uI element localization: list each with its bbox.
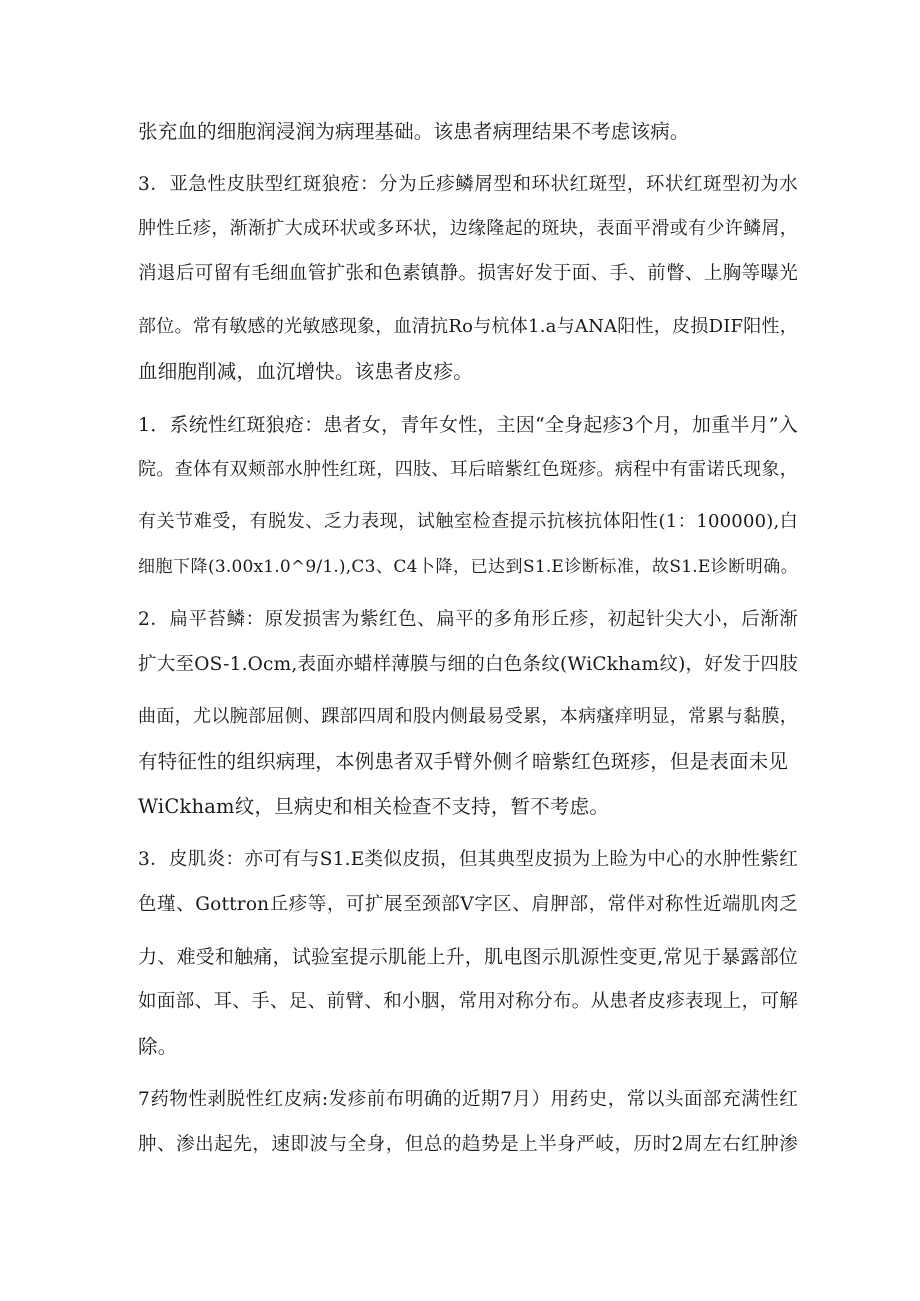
text-line: 如面部、耳、手、足、前臂、和小胭，常用对称分布。从患者皮疹表现上，可解 [138, 991, 798, 1012]
text-line: 肿、渗出起先，速即波与全身，但总的趋势是上半身严岐，历时2周左右红肿渗 [138, 1134, 798, 1155]
text-line: 2．扁平苔鳞：原发损害为紫红色、扁平的多角形丘疹，初起针尖大小，后渐渐 [138, 609, 798, 630]
text-line: 消退后可留有毛细血管扩张和色素镇静。损害好发于面、手、前瞥、上胸等曝光 [138, 263, 798, 284]
text-line: 1．系统性红斑狼疮：患者女，青年女性，主因“全身起疹3个月，加重半月”入 [138, 414, 798, 436]
text-line: 3．皮肌炎：亦可有与S1.E类似皮损，但其典型皮损为上睑为中心的水肿性紫红 [138, 849, 798, 870]
text-line: 有关节难受，有脱发、乏力表现，试触室检查提示抗核抗体阳性(1：100000),白 [138, 511, 798, 532]
text-line: 院。查体有双颊部水肿性红斑，四肢、耳后暗紫红色斑疹。病程中有雷诺氏现象， [138, 459, 798, 480]
text-line: 细胞下降(3.00x1.0^9/1.),C3、C4卜降，已达到S1.E诊断标准，故S1.E诊断明确。 [138, 557, 798, 577]
text-line: 7药物性剥脱性红皮病:发疹前布明确的近期7月）用药史，常以头面部充满性红 [138, 1089, 798, 1110]
text-line: 力、难受和触痛，试验室提示肌能上升，肌电图示肌源性变更,常见于暴露部位 [138, 946, 798, 968]
text-line: 部位。常有敏感的光敏感现象，血清抗Ro与杭体1.a与ANA阳性，皮损DIF阳性， [138, 316, 798, 337]
text-line: 色瑾、Gottron丘疹等，可扩展至颈部V字区、肩胛部，常伴对称性近端肌肉乏 [138, 894, 798, 915]
text-line: 扩大至OS-1.Ocm,表面亦蜡样薄膜与细的白色条纹(WiCkham纹)，好发于四肢 [138, 654, 798, 675]
text-line: WiCkham纹，旦病史和相关检查不支持，暂不考虑。 [138, 795, 610, 818]
text-line: 张充血的细胞润浸润为病理基础。该患者病理结果不考虑该病。 [138, 120, 690, 143]
text-line: 除。 [138, 1035, 178, 1058]
text-line: 有特征性的组织病理，本例患者双手臂外侧彳暗紫红色斑疹，但是表面未见 [138, 750, 789, 773]
text-line: 3．亚急性皮肤型红斑狼疮：分为丘疹鳞屑型和环状红斑型，环状红斑型初为水 [138, 174, 798, 195]
text-line: 血细胞削减，血沉增快。该患者皮疹。 [138, 360, 473, 383]
text-line: 肿性丘疹，渐渐扩大成环状或多环状，边缘隆起的斑块，表面平滑或有少许鳞屑， [138, 218, 798, 239]
text-line: 曲面，尤以腕部屈侧、踝部四周和股内侧最易受累，本病瘙痒明显，常累与黏膜， [138, 706, 798, 727]
